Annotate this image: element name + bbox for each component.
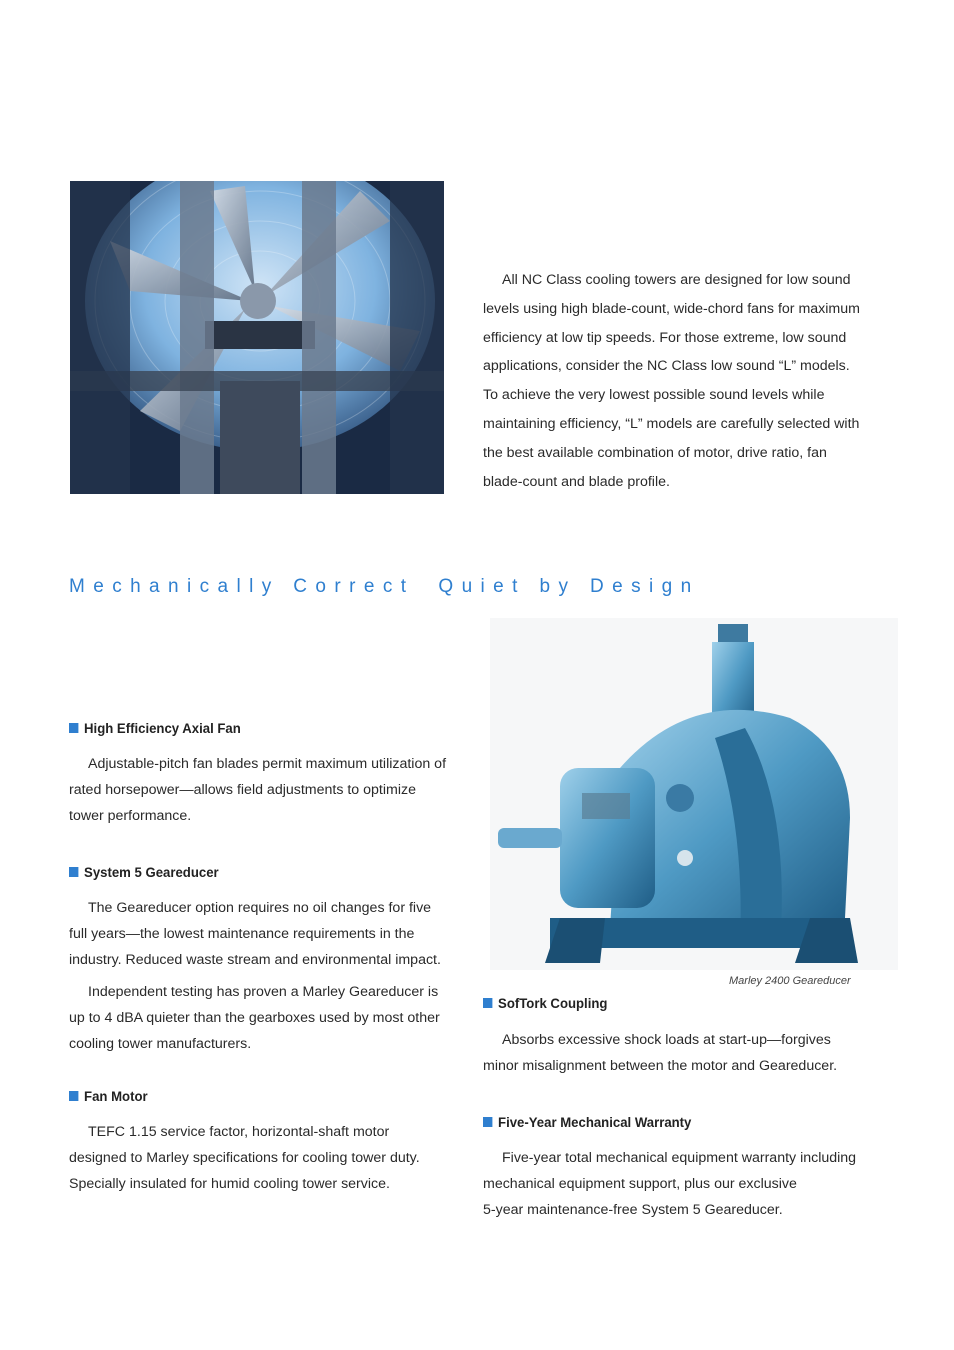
fan-photo bbox=[70, 181, 444, 494]
fan-title: High Efficiency Axial Fan bbox=[69, 720, 252, 736]
headline-part-2: Quiet by Design bbox=[438, 576, 700, 597]
coupling-body: Absorbs excessive shock loads at start-up—forgives minor misalignment between the motor and Geareducer. bbox=[483, 1032, 838, 1074]
coupling-title: SofTork Coupling bbox=[483, 995, 615, 1011]
intro-text bbox=[483, 266, 863, 496]
warranty-title: Five-Year Mechanical Warranty bbox=[483, 1114, 705, 1130]
motor-title: Fan Motor bbox=[69, 1088, 153, 1104]
square-bullet-icon bbox=[69, 1091, 78, 1101]
motor-body: TEFC 1.15 service factor, horizontal-shaft motor designed to Marley specifications for cooling tower duty. Specially insulated for humid cooling tower service. bbox=[69, 1124, 420, 1192]
geareducer-photo bbox=[490, 618, 898, 970]
square-bullet-icon bbox=[483, 998, 492, 1008]
section-headline bbox=[69, 576, 700, 598]
square-bullet-icon bbox=[483, 1117, 492, 1127]
geareducer-body: The Geareducer option requires no oil changes for five full years—the lowest maintenance requirements in the industry. Reduced waste stream and environmental impact. Independent testing has proven a Marley Geareducer is up to 4 dBA quieter than the gearboxes used by most other cooling tower manufacturers. bbox=[69, 900, 441, 1052]
intro-paragraph: All NC Class cooling towers are designed for low sound levels using high blade-count, wide-chord fans for maximum efficiency at low tip speeds. For those extreme, low sound applications, consider the NC Class low sound “L” models. To achieve the very lowest possible sound levels while maintaining efficiency, “L” models are carefully selected with the best available combination of motor, drive ratio, fan blade-count and blade profile. bbox=[483, 272, 860, 490]
square-bullet-icon bbox=[69, 723, 78, 733]
warranty-body: Five-year total mechanical equipment warranty including mechanical equipment support, plus our exclusive 5-year maintenance-free System 5 Geareducer. bbox=[483, 1150, 857, 1218]
geareducer-title: System 5 Geareducer bbox=[69, 864, 228, 880]
fan-body: Adjustable-pitch fan blades permit maximum utilization of rated horsepower—allows field adjustments to optimize tower performance. bbox=[69, 756, 447, 824]
headline-part-1: Mechanically Correct bbox=[69, 576, 415, 597]
square-bullet-icon bbox=[69, 867, 78, 877]
gear-photo-caption: Marley 2400 Geareducer bbox=[729, 975, 851, 987]
